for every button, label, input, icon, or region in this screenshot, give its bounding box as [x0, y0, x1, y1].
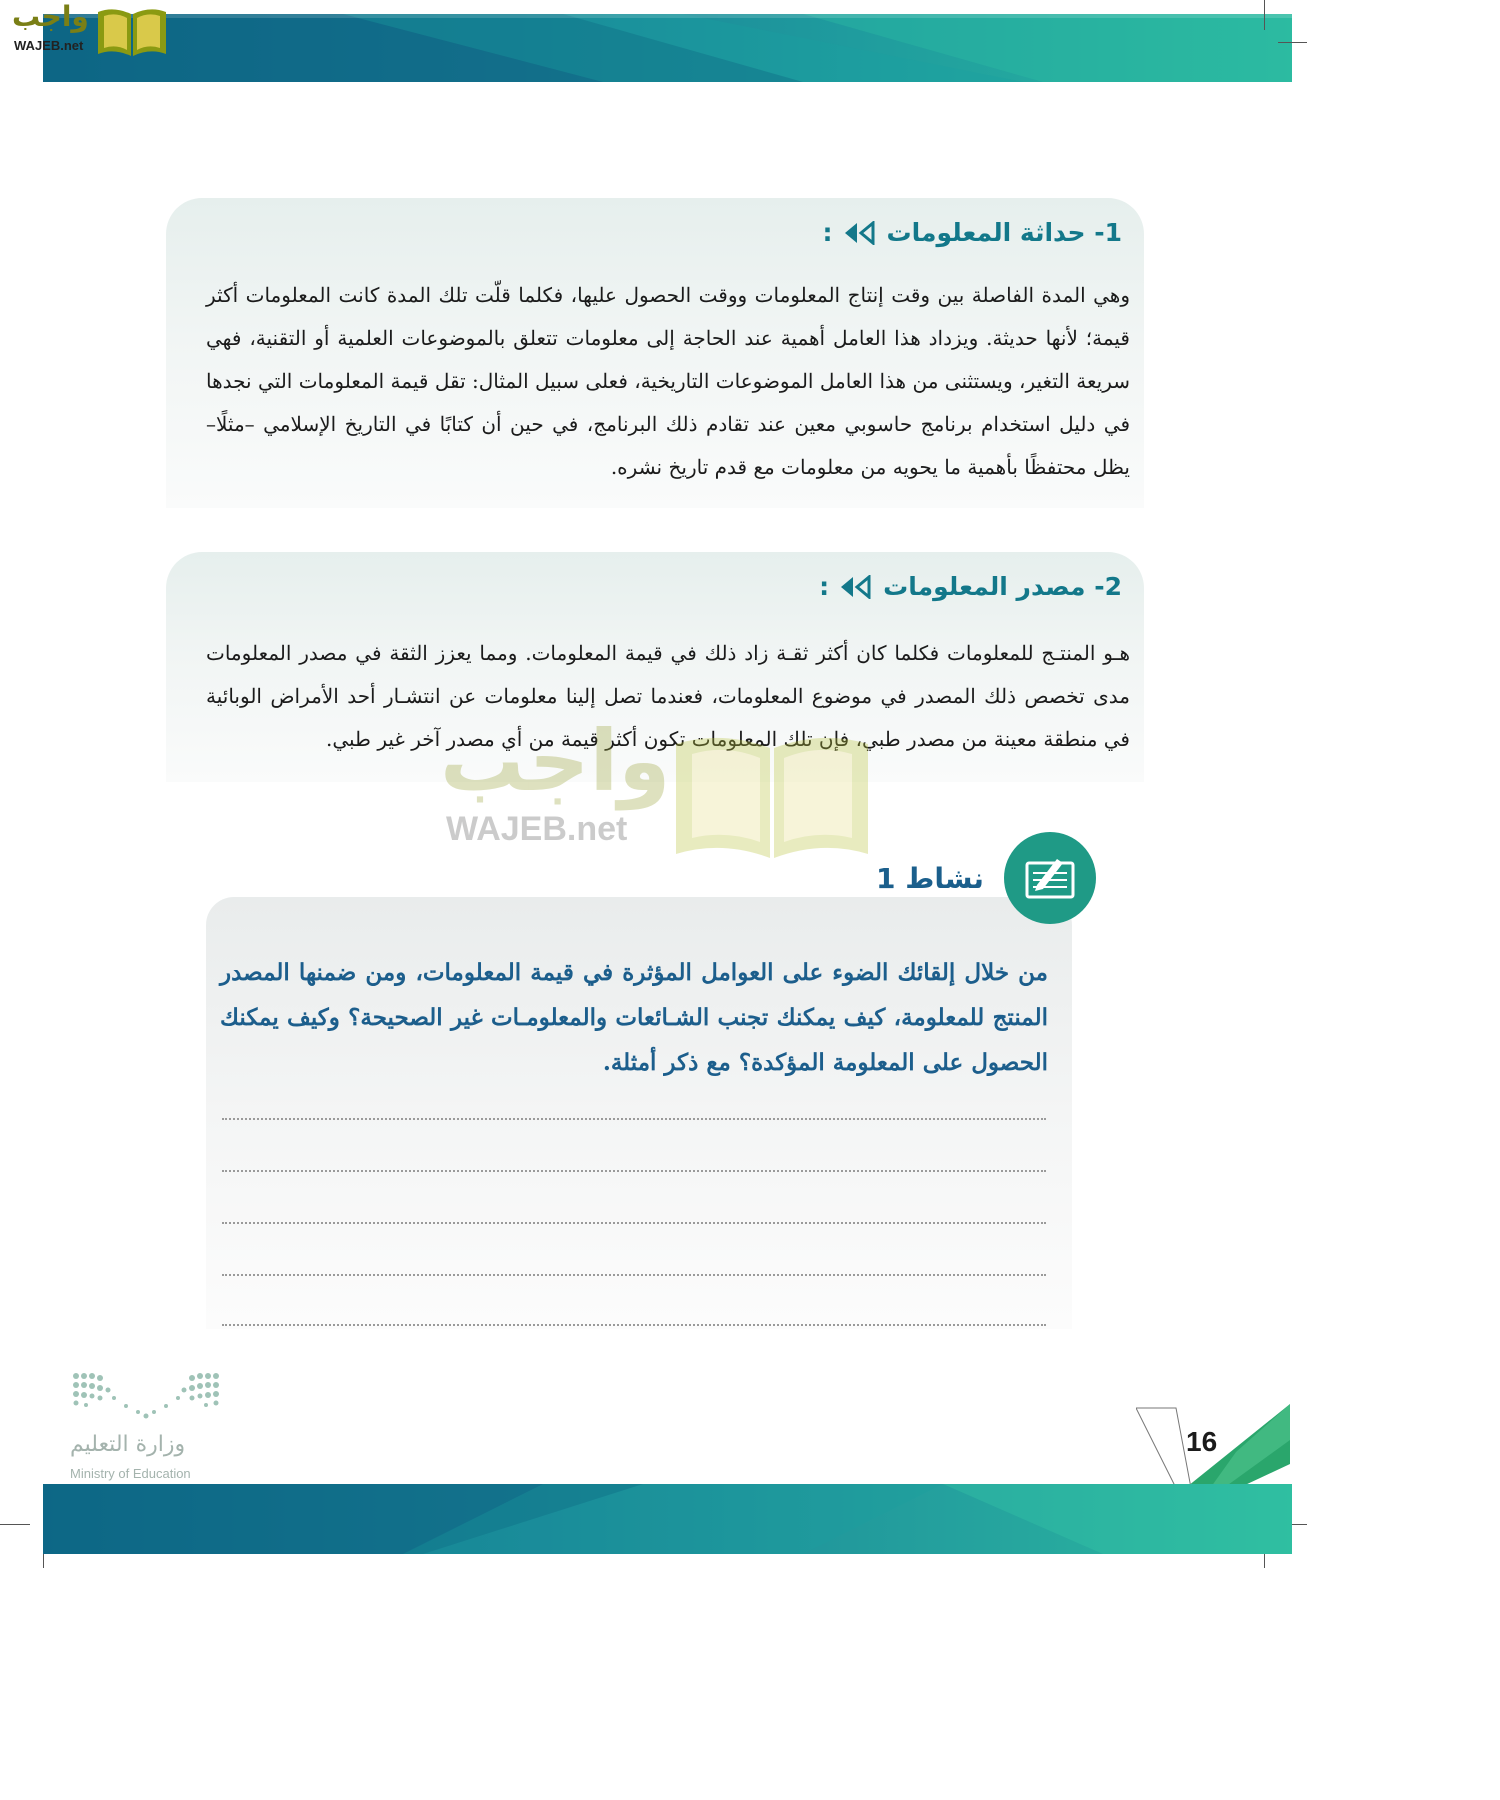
- wajeb-logo-arabic: واجب: [12, 0, 89, 33]
- ministry-dots-emblem-icon: [66, 1368, 226, 1424]
- crop-mark: [1278, 42, 1307, 43]
- section-1-heading: 1- حداثة المعلومات: [886, 218, 1122, 247]
- ministry-name-arabic: وزارة التعليم: [70, 1432, 186, 1457]
- section-1-body: وهي المدة الفاصلة بين وقت إنتاج المعلومات ووقت الحصول عليها، فكلما قلّت تلك المدة كانت المعلومات أكثر قيمة؛ لأنها حديثة. ويزداد هذا العامل أهمية عند الحاجة إلى معلومات تتعلق بالموضوعات العلمية أو التقنية، فهي سريعة التغير، ويستثنى من هذا العامل الموضوعات التاريخية، فعلى سبيل المثال: تقل قيمة المعلومات التي نجدها في دليل استخدام برنامج حاسوبي معين عند تقادم ذلك البرنامج، في حين أن كتابًا في التاريخ الإسلامي –مثلًا– يظل محتفظًا بأهمية ما يحويه من معلومات مع قدم تاريخ نشره.: [206, 283, 1130, 479]
- section-2-heading: 2- مصدر المعلومات: [883, 572, 1122, 601]
- crop-mark: [1264, 0, 1265, 30]
- activity-badge: [1004, 832, 1096, 924]
- crop-mark: [0, 1524, 30, 1525]
- section-information-recency: [166, 198, 1144, 508]
- activity-question: من خلال إلقائك الضوء على العوامل المؤثرة في قيمة المعلومات، ومن ضمنها المصدر المنتج للمعلومة، كيف يمكنك تجنب الشـائعات والمعلومـات غير الصحيحة؟ وكيف يمكنك الحصول على المعلومة المؤكدة؟ مع ذكر أمثلة.: [220, 959, 1048, 1076]
- answer-line[interactable]: [222, 1324, 1046, 1326]
- page-number: 16: [1186, 1426, 1218, 1457]
- answer-line[interactable]: [222, 1222, 1046, 1224]
- bottom-banner-decoration: [43, 1484, 1292, 1554]
- watermark-latin: WAJEB.net: [446, 810, 628, 848]
- answer-line[interactable]: [222, 1274, 1046, 1276]
- ministry-name-english: Ministry of Education: [70, 1466, 191, 1481]
- double-chevron-left-icon: [843, 221, 877, 245]
- double-chevron-left-icon: [839, 575, 873, 599]
- section-1-title: [823, 218, 1122, 247]
- bottom-banner: [43, 1484, 1292, 1554]
- section-information-source: [166, 552, 1144, 782]
- wajeb-logo[interactable]: [6, 0, 166, 58]
- ministry-logo: [66, 1368, 236, 1484]
- wajeb-logo-latin: WAJEB.net: [14, 38, 84, 53]
- book-icon: [96, 6, 168, 58]
- top-banner: [43, 14, 1292, 82]
- section-2-body: هـو المنتـج للمعلومات فكلما كان أكثر ثقـة زاد ذلك في قيمة المعلومات. ومما يعزز الثقة في مصدر المعلومات مدى تخصص ذلك المصدر في موضوع المعلومات، فعندما تصل إلينا معلومات عن انتشـار أحد الأمراض الوبائية في منطقة معينة من مصدر طبي، فإن تلك المعلومات تكون أكثر قيمة من أي مصدر آخر غير طبي.: [206, 641, 1130, 751]
- section-2-title: [819, 572, 1122, 601]
- answer-line[interactable]: [222, 1170, 1046, 1172]
- answer-line[interactable]: [222, 1118, 1046, 1120]
- section-1-colon: :: [822, 218, 833, 247]
- section-2-colon: :: [819, 572, 830, 601]
- top-banner-decoration: [43, 14, 1292, 82]
- watermark-arabic: واجب: [440, 712, 671, 810]
- notebook-pencil-icon: [1023, 855, 1077, 901]
- activity-title: نشاط 1: [876, 862, 984, 895]
